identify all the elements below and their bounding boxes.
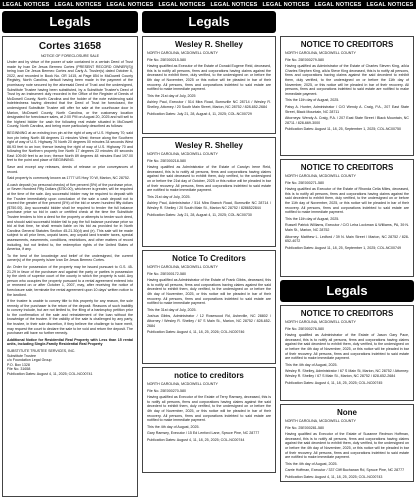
file-number: File No. 25E000218-580 <box>147 158 186 163</box>
trustee-line: SUBSTITUTE TRUSTEE SERVICES, INC. <box>7 349 76 354</box>
notice-subtitle: NOTICE OF FORECLOSURE SALE <box>40 54 100 58</box>
attorney: Attorneys: Wendy A. Craig, P.A. / 207 East State Street / Black Mountain, NC 28711 / 828-669-3000 <box>285 116 409 125</box>
file-number: File No. 25E000276-580 <box>285 326 324 331</box>
topbar-label: LEGAL NOTICES <box>158 1 206 8</box>
topbar-label: LEGAL NOTICES <box>262 1 310 8</box>
file-number: File No. 25E000271-580 <box>285 180 324 185</box>
notice-title: NOTICE TO CREDITORS <box>300 40 394 49</box>
legals-header: Legals <box>142 11 276 33</box>
notice-date: This the 21st day of July, 2025 <box>147 93 196 98</box>
notice-name: Wesley R. Shelley <box>175 141 243 150</box>
notice-to-creditors-hoffman <box>280 404 414 482</box>
publication-dates: Publication Dates: August 11, 18, 25, September 1, 2025; COL-NC00749 <box>285 245 402 250</box>
signature: Ashley Paul, Executor / 514 Mira Road, Burnsville NC 28714 / Wesley R. Shelley, Attorney / 20 South Main Street, Marion, NC 28752 / 828-652-2684 <box>147 100 271 109</box>
publication-dates: Publication Dates: August 11, 18, 25, September 1, 2025; COL-NC00750 <box>285 127 402 132</box>
paragraph: An Order for possession of the property may be issued pursuant to G.S. 45-21.29 in favor of the purchaser and against the party or parties in possession by the clerk of superior court of the county in which the property is sold. Any person who occupies the property pursuant to a rental agreement entered into or renewed on or after October 1, 2007, may, after receiving the notice of foreclosure sale, terminate the rental agreement upon 10 days' written notice to the landlord. <box>7 264 133 297</box>
notice-body: Having qualified as Administrator of the Estate of Carolyn Irene Reid, deceased, this is to notify all persons, firms and corporations having claims against the said deceased to exhibit them, duly verified, to the undersigned on or before the 21st day of October, 2025 or this notice will be pleaded in bar of their recovery. All persons, firms and corporations indebted to said estate are notified to make immediate payment. <box>147 165 271 193</box>
signature: Patsy A. Hunter, Administrator / C/O Wendy A. Craig, P.A., 207 East State Street, Black Mountain, NC 28711 <box>285 104 409 114</box>
legals-header: Legals <box>280 280 414 302</box>
notice-title: notice to creditors <box>174 371 244 380</box>
signature: Joshua Gibbs, Administrator / 12 Rosewood Rd, Asheville, NC 28802 / Attorney / Wesley R. Shelley / 67 S Main St., Marion, NC 28752 / 828-652-2684 <box>147 314 271 328</box>
signature: Gary Ramsey, Executor / 15 Ed Lenford Lane, Spruce Pine, NC 28777 <box>147 431 260 436</box>
file-number: File No. 25E000281-580 <box>285 425 324 430</box>
trustee-line: c/o Foundation Legal Group <box>7 358 52 363</box>
notice-location: NORTH CAROLINA, MCDOWELL COUNTY <box>147 265 218 269</box>
publication-dates: Publication Dates: August 4, 11, 18, 25, 2025; COL-NC00744 <box>147 437 245 442</box>
publication-dates: Publication Dates: August 4, 11, 18, 25, 2025; COL-NC00743 <box>285 474 383 479</box>
legals-header: Legals <box>2 11 138 33</box>
notice-to-creditors-ramsey <box>142 367 276 473</box>
file-number: File No. 25E000279-580 <box>285 57 324 62</box>
legal-notices-topbar <box>0 0 416 9</box>
notice-location: NORTH CAROLINA, MCDOWELL COUNTY <box>147 152 218 156</box>
notice-date: This the 4th day of August, 2025. <box>285 362 338 367</box>
notice-to-creditors-gibbs <box>142 250 276 364</box>
notice-body: Having qualified as Executor of the Estate of Terry Ramsey, deceased, this is to notify all persons, firms and corporations having claims against the said decedent to exhibit them, duly verified, to the undersigned on or before the 4th day of November, 2025, or this notice will be pleaded in bar of their recovery. All persons, firms and corporations indebted to said estate are notified to make immediate payment. <box>147 395 271 423</box>
publication-dates: Publication Dates: August 4, 11, 18, 25, 2026; COL-NC00746 <box>147 330 245 335</box>
notice-to-creditors-pace <box>280 305 414 401</box>
notice-to-creditors-king <box>280 36 414 156</box>
signature: Carrie Hoffman, Executor / 337 Cliff Buchanan Rd, Spruce Pine, NC 28777 <box>285 468 405 473</box>
notice-body <box>7 60 133 377</box>
notice-location: NORTH CAROLINA, MCDOWELL COUNTY <box>285 320 356 324</box>
trustee-line: Substitute Trustee <box>7 353 36 358</box>
signature: Russell Patrick Williams, Executor / C/O Leha Lockman & Williams, PA, 39 N. Main St., Marion, NC 28752 <box>285 223 409 232</box>
notice-body: Having qualified as Administrator of the Estate of Jason Gary Pace, deceased, this is to notify all persons, firms and corporations having claims against the said decedent to exhibit them, duly verified, to the undersigned on or before the 4th day of November, 2025, or this notice will be pleaded in bar of their recovery. All persons, firms and corporations indebted to said estate are notified to make immediate payment. <box>285 333 409 361</box>
foreclosure-notice <box>2 36 138 497</box>
paragraph: Additional Notice for Residential Real Property with Less than 15 rental units, including Single-Family Residential Real Property <box>7 337 133 347</box>
notice-body: Having qualified as Executor of the Estate of Suzanne Redmon Hoffman, deceased, this is to notify all persons, firms and corporations having claims against the said decedent to exhibit them, duly verified, to the undersigned on or before the 4th day of November, 2025, or this notice will be pleaded in bar of their recovery. All persons, firms and corporations indebted to said estate are notified to make immediate payment. <box>285 432 409 460</box>
publication-dates: Publication Dates: July 21, 28, August 4, 11, 2025; COL-NC00729 <box>147 111 252 116</box>
topbar-label: LEGAL NOTICES <box>314 1 362 8</box>
notice-date: This the 4th day of August, 2025. <box>285 461 338 466</box>
column-2 <box>142 11 276 473</box>
file-number: File No. 25E000270-580 <box>147 388 186 393</box>
paragraph: Save and except any releases, deeds of release or prior conveyances of record. <box>7 165 133 174</box>
topbar-label: LEGAL NOTICES <box>366 1 414 8</box>
notice-location: NORTH CAROLINA, MCDOWELL COUNTY <box>147 51 218 55</box>
publication-dates: Publication Dates: August 4, 11, 2025; COL-NC00741 <box>7 372 93 376</box>
trustee-line: File No. 31658 <box>7 367 31 372</box>
topbar-label: LEGAL NOTICES <box>54 1 102 8</box>
trustee-line: P.O. Box 1328 <box>7 362 30 367</box>
notice-to-creditors-miles <box>280 159 414 277</box>
paragraph: A cash deposit (no personal checks) of five percent (5%) of the purchase price, or Seven Hundred Fifty Dollars ($750.00), whichever is greater, will be required at the time of the sale. Any successful bidder may be required to deposit with the Trustee immediately upon conclusion of the sale a cash deposit not to exceed the greater of five percent (5%) of the bid or seven hundred fifty dollars ($750.00). Any successful bidder shall be required to tender the full balance purchase price so bid in cash or certified check at the time the Substitute Trustee tenders to him a deed for the property or attempts to tender such deed, and should said successful bidder fail to pay the full balance purchase price so bid at that time, he shall remain liable on his bid as provided for in North Carolina General Statutes Section 45-21.30(d) and (e). This sale will be made subject to all prior liens, unpaid taxes, any unpaid land transfer taxes, special assessments, easements, conditions, restrictions, and other matters of record including, but not limited to, the redemption rights of the United States of America, if any. <box>7 182 133 252</box>
notice-body: Having qualified as Administrator of the Estate of Charles Steven King, a/k/a Charles Stephen King, a/k/a Steve King deceased, this is to notify all persons, firms and corporations having claims against the said decedent to exhibit them, duly verified, to the undersigned on or before the 11th day of November, 2025, or this notice will be pleaded in bar of their recovery. All persons, firms and corporations indebted to said estate are notified to make immediate payment. <box>285 64 409 96</box>
column-3 <box>280 11 414 482</box>
paragraph: BEGINNING at an existing iron pin at the right of way of U.S. Highway 70; said iron pin being North 88 degrees 11 minutes West; thence along the Southern right of way of U.S. Highway 70 North 20 degrees 00 minutes 34 seconds West 86.93 feet to an iron; thence leaving the right of way of U.S. Highway 70 and following the Northern property line North 17 degrees 22 minutes 49 seconds East 109.69 feet to an iron; thence North 89 degrees 48 minutes East 197.00 feet to the point and place of BEGINNING. <box>7 130 133 163</box>
file-number: File No. 25E000215-580 <box>147 57 186 62</box>
topbar-label: LEGAL NOTICES <box>210 1 258 8</box>
notice-title: NOTICE TO CREDITORS <box>300 309 394 318</box>
notice-title: Notice To Creditors <box>172 254 246 263</box>
notice-location: NORTH CAROLINA, MCDOWELL COUNTY <box>285 419 356 423</box>
publication-dates: Publication Dates: July 21, 28, August 4, 11, 2025; COL-NC00730 <box>147 212 252 217</box>
notice-body: Having qualified as Executor of the Estate of Donald Eugene Reid, deceased, this is to notify all persons, firms and corporations having claims against the deceased to exhibit them, duly verified, to the undersigned on or before the 6th day of November, 2025 or this notice will be pleaded in bar of their recovery. All persons, firms and corporations indebted to said estate are notified to make immediate payment. <box>147 64 271 92</box>
signature: Ashley Paul, Administrator / 514 Mira Branch Road, Burnsville NC 28714 / Wesley R. Shelley / 20 South Main St., Marion NC 28752 / 8286522844 <box>147 201 271 210</box>
notice-body: Having qualified as Administrator of the Estate of Frank Gibbs, deceased, this is to notify all persons, firms and corporations having claims against the said decedent to exhibit them, duly verified, to the undersigned on or before the 4th day of November, 2025, or this notice will be pleaded in bar of their recovery. All persons, firms and corporations indebted to said estate are notified to make immediate payment. <box>147 278 271 306</box>
signature: Wesley R. Shelley, Administrator / 67 S Main St, Marion, NC 28752 / Attorney: Wesley R. Shelley / 67 S Main St., Marion, NC 28752 / 828-652-2684 <box>285 369 409 378</box>
topbar-label: LEGAL NOTICES <box>106 1 154 8</box>
paragraph: Under and by virtue of the power of sale contained in a certain Deed of Trust made by Ivan De Jesus Bermeo Cortes (PRESENT RECORD OWNER(S)) being Ivan De Jesus Bermeo Cortes and Carly A. Trusler(s) dated October 6, 2022, and recorded in Book No. OR 1415, at Page 854 in McDowell County Registry, North Carolina, default having been made in the payment of the promissory note secured by the aforesaid Deed of Trust and the undersigned, Substitute Trustee having been substituted, by a Substitute Trustee's Deed of Trust by an instrument duly recorded in the Office of the Register of Deeds of McDowell County, North Carolina and the holder of the note evidencing said indebtedness having directed that the Deed of Trust be foreclosed, the undersigned Substitute Trustee will offer for sale at the courthouse door in Marion, McDowell County, North Carolina, or the customary location designated for foreclosure sales, at 2:00 PM on August 20, 2025 and will sell to the highest bidder for cash the following real estate situated in McDowell County, North Carolina, and being more particularly described as follows: <box>7 60 133 129</box>
paragraph: If the trustee is unable to convey title to this property for any reason, the sole remedy of the purchaser is the return of the deposit. Reasons of such inability to convey include, but are not limited to, the filing of a bankruptcy petition prior to the confirmation of the sale and reinstatement of the loan without the knowledge of the trustee. If the validity of the sale is challenged by any party, the trustee, in their sole discretion, if they believe the challenge to have merit, may request the court to declare the sale to be void and return the deposit. The purchaser will have no further remedy. <box>7 299 133 336</box>
notice-date: This the 4th day of August, 2025. <box>147 424 200 429</box>
notice-shelley-2 <box>142 137 276 247</box>
topbar-label: LEGAL NOTICES <box>2 1 50 8</box>
notice-date: This the 31st day of July, 2025. <box>147 307 197 312</box>
attorney: Attorney: Matthew L. Ledford / 39 N. Main Street / Marion, NC 28752 / 828-652-4072 <box>285 234 409 244</box>
paragraph: To the best of the knowledge and belief of the undersigned, the current owner(s) of the property is/are Ivan De Jesus Bermeo Cortes. <box>7 253 133 263</box>
notice-title: NOTICE TO CREDITORS <box>300 163 394 172</box>
publication-dates: Publication Dates: August 4, 11, 18, 25, 2025; COL-NC00745 <box>285 380 383 385</box>
file-number: File No. 25E000172-580 <box>147 271 186 276</box>
notice-location: NORTH CAROLINA, MCDOWELL COUNTY <box>285 174 356 178</box>
notice-date: This 21st day of July, 2025. <box>147 194 191 199</box>
notice-shelley-1 <box>142 36 276 134</box>
paragraph: Said property is commonly known as 1777 US Hwy 70 W, Marion, NC 28752. <box>7 176 130 181</box>
case-title: Cortes 31658 <box>38 41 102 52</box>
notice-date: This the 11th day of August, 2025. <box>285 216 340 221</box>
column-1 <box>2 11 138 497</box>
notice-title: None <box>337 408 357 417</box>
notice-location: NORTH CAROLINA, MCDOWELL COUNTY <box>147 382 218 386</box>
notice-name: Wesley R. Shelley <box>175 40 243 49</box>
notice-location: NORTH CAROLINA, MCDOWELL COUNTY <box>285 51 356 55</box>
notice-date: This the 11th day of August, 2025. <box>285 98 340 103</box>
notice-body: Having qualified as Executor of the Estate of Rhonda Celia Miles, deceased, this is to notify all persons, firms and corporations having claims against the said decedent to exhibit them, duly verified, to the undersigned on or before the 11th day of November, 2025, or this notice will be pleaded in bar of their recovery. All persons, firms and corporations indebted to said estate are notified to make immediate payment. <box>285 187 409 215</box>
